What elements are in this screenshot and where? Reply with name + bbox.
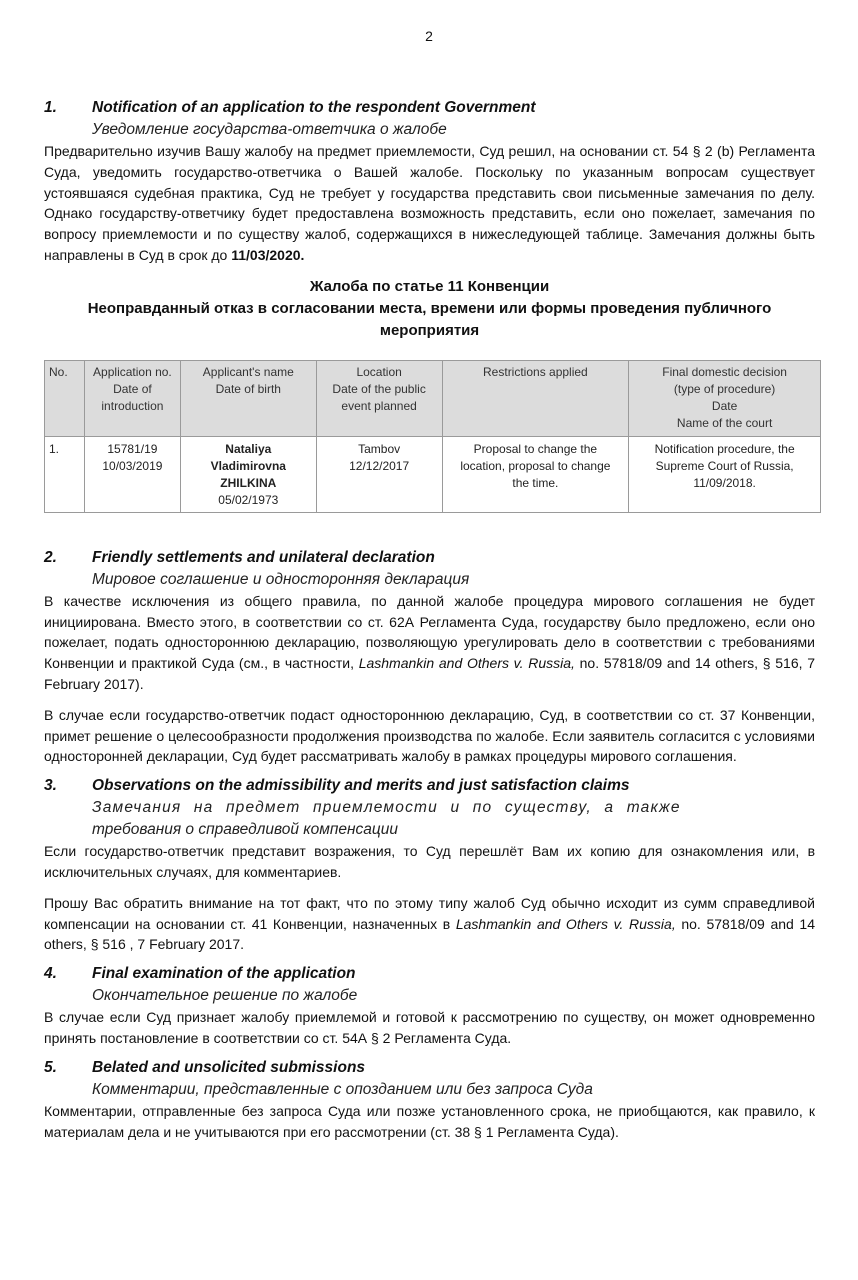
case-citation: Lashmankin and Others v. Russia, <box>358 655 575 672</box>
cell-applicant: Nataliya Vladimirovna ZHILKINA 05/02/1973 <box>180 436 316 512</box>
section-subtitle-continued: требования о справедливой компенсации <box>92 821 399 839</box>
applications-table <box>44 360 821 513</box>
paragraph: В качестве исключения из общего правила, по данной жалобе процедура мирового соглашения не будет инициирована. Вместо этого, в соответствии со ст. 62А Регламента Суда, государству было предложено, если оно пожелает, подать одностороннюю декларацию, позволяющую урегулировать дело в соответствии с требованиями Конвенции и практикой Суда (см., в частности, Lashmankin and Others v. Russia, no. 57818/09 and 14 others, § 516, 7 February 2017). <box>44 592 815 692</box>
table-header-row <box>45 360 821 436</box>
header-application: Application no. Date of introduction <box>84 360 180 436</box>
section-number: 2. <box>44 548 57 566</box>
header-location: Location Date of the public event planned <box>316 360 442 436</box>
section-heading <box>44 547 815 569</box>
section-number: 1. <box>44 99 57 116</box>
header-no: No. <box>45 360 85 436</box>
deadline-date: 11/03/2020. <box>231 246 305 263</box>
cell-application: 15781/19 10/03/2019 <box>84 436 180 512</box>
section-number: 4. <box>44 965 57 983</box>
paragraph: В случае если государство-ответчик подаст одностороннюю декларацию, Суд, в соответствии со ст. 37 Конвенции, примет решение о целесообразности продолжения производства по жалобе. Если заявитель согласится с условиями односторонней декларации, Суд будет рассматривать жалобу в рамках процедуры мирового соглашения. <box>44 706 815 765</box>
paragraph: В случае если Суд признает жалобу приемлемой и готовой к рассмотрению по существу, он может одновременно принять постановление в соответствии со ст. 54А § 2 Регламента Суда. <box>44 1009 815 1046</box>
section-belated-submissions <box>44 1049 815 1143</box>
section-heading <box>44 775 815 797</box>
section-subtitle: Уведомление государства-ответчика о жалобе <box>92 121 447 138</box>
section-number: 5. <box>44 1058 57 1076</box>
paragraph <box>44 141 815 266</box>
section-heading <box>44 97 815 119</box>
section-title: Friendly settlements and unilateral declaration <box>92 548 435 566</box>
section-final-examination <box>44 955 815 1049</box>
section-subtitle: Замечания на предмет приемлемости и по существу, а также <box>92 799 681 817</box>
section-title: Final examination of the application <box>92 965 356 983</box>
header-applicant: Applicant's name Date of birth <box>180 360 316 436</box>
header-restrictions: Restrictions applied <box>442 360 629 436</box>
section-subtitle: Окончательное решение по жалобе <box>92 987 358 1005</box>
paragraph: Если государство-ответчик представит возражения, то Суд перешлёт Вам их копию для ознакомления или, в исключительных случаях, для комментариев. <box>44 843 815 880</box>
complaint-subtitle: Неоправданный отказ в согласовании места, времени или формы проведения публичного мероприятия <box>87 299 772 339</box>
case-citation: Lashmankin and Others v. Russia, <box>455 915 676 932</box>
section-heading <box>44 1057 815 1079</box>
paragraph-text: Предварительно изучив Вашу жалобу на предмет приемлемости, Суд решил, на основании ст. 54 § 2 (b) Регламента Суда, уведомить государство-ответчика о Вашей жалобе. Поскольку по указанным вопросам существует устоявшаяся судебная практика, Суд не требует у государства представить свои письменные замечания по делу. Однако государству-ответчику будет предоставлена возможность представить, если оно пожелает, замечания по вопросу приемлемости и по существу жалоб, содержащихся в нижеследующей таблице. Замечания должны быть направлены в Суд в срок до <box>44 143 815 263</box>
cell-no: 1. <box>45 436 85 512</box>
section-number: 3. <box>44 777 57 795</box>
section-subtitle: Комментарии, представленные с опозданием или без запроса Суда <box>92 1080 593 1098</box>
complaint-title: Жалоба по статье 11 Конвенции <box>309 277 550 295</box>
cell-decision: Notification procedure, the Supreme Court of Russia, 11/09/2018. <box>629 436 821 512</box>
header-decision: Final domestic decision (type of procedure) Date Name of the court <box>629 360 821 436</box>
section-title: Observations on the admissibility and merits and just satisfaction claims <box>92 777 630 795</box>
section-observations <box>44 767 815 955</box>
section-title: Belated and unsolicited submissions <box>92 1058 366 1076</box>
cell-restrictions: Proposal to change the location, proposal to change the time. <box>442 436 629 512</box>
paragraph: Прошу Вас обратить внимание на тот факт, что по этому типу жалоб Суд обычно исходит из сумм справедливой компенсации на основании ст. 41 Конвенции, назначенных в Lashmankin and Others v. Russia, no. 57818/09 and 14 others, § 516 , 7 February 2017. <box>44 894 816 953</box>
section-title: Notification of an application to the respondent Government <box>92 99 536 116</box>
section-friendly-settlements <box>44 513 815 767</box>
page-number: 2 <box>425 28 433 44</box>
table-row <box>45 436 821 512</box>
section-heading <box>44 963 815 985</box>
paragraph: Комментарии, отправленные без запроса Суда или позже установленного срока, не приобщаются, как правило, к материалам дела и не учитываются при его рассмотрении (ст. 38 § 1 Регламента Суда). <box>44 1102 815 1140</box>
cell-location: Tambov 12/12/2017 <box>316 436 442 512</box>
section-subtitle: Мировое соглашение и односторонняя декларация <box>92 570 470 588</box>
